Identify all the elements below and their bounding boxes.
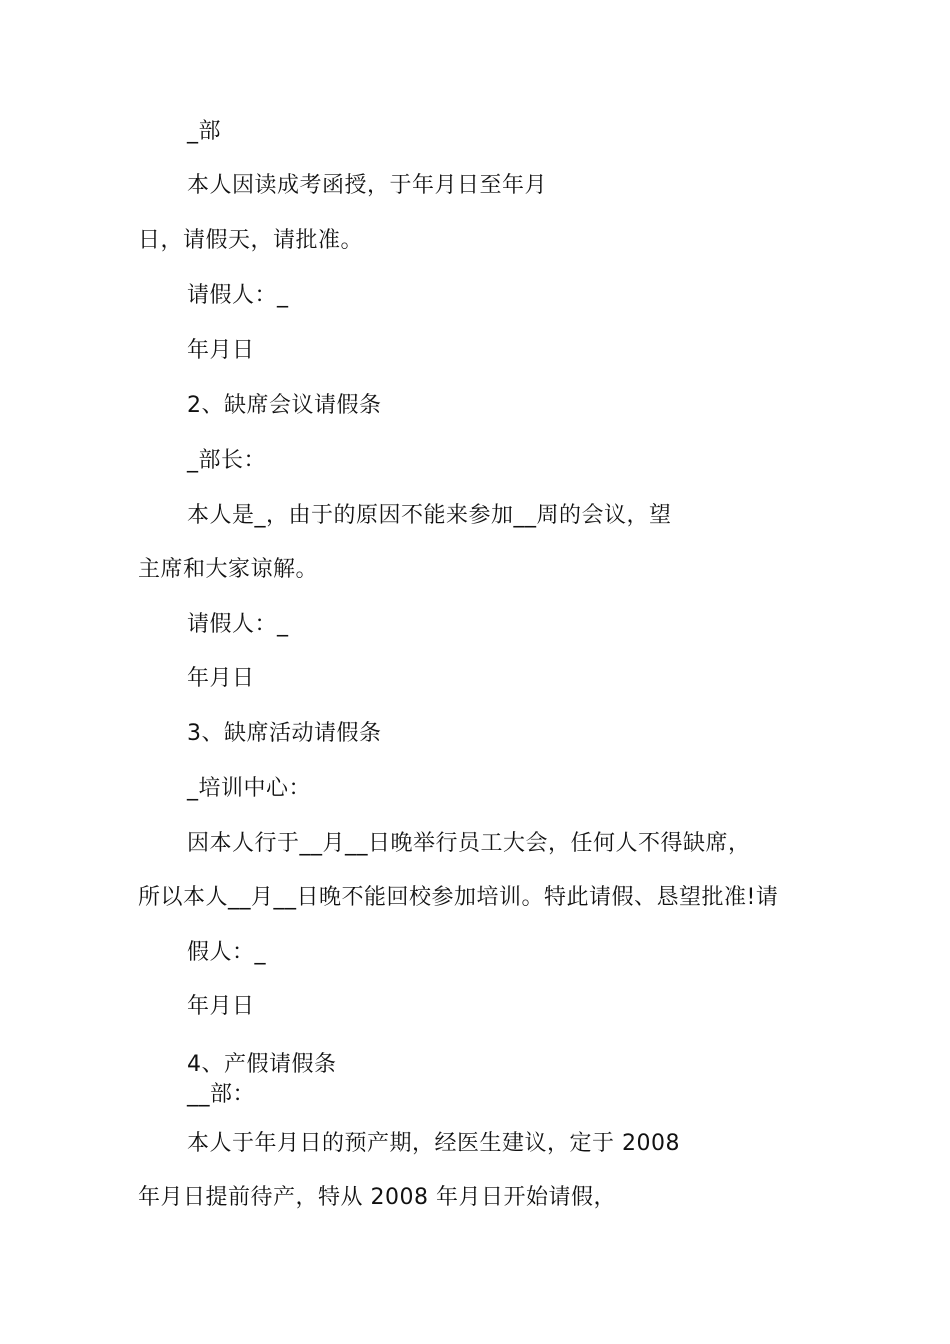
leave-note-1-date: 年月日 [187, 338, 255, 363]
leave-note-1-signature: 请假人：_ [187, 283, 289, 308]
section-heading-3: 3、缺席活动请假条 [187, 721, 382, 746]
leave-note-1-recipient: _部 [187, 119, 222, 144]
leave-note-3-date: 年月日 [187, 994, 255, 1019]
leave-note-2-body-cont: 主席和大家谅解。 [138, 557, 319, 582]
leave-note-4-body-cont: 年月日提前待产，特从 2008 年月日开始请假， [138, 1185, 616, 1210]
leave-note-3-body-cont: 所以本人__月__日晚不能回校参加培训。特此请假、恳望批准!请 [138, 885, 779, 910]
leave-note-3-body: 因本人行于__月__日晚举行员工大会，任何人不得缺席， [187, 831, 751, 856]
leave-note-3-recipient: _培训中心： [187, 776, 312, 801]
leave-note-4-recipient: __部： [187, 1082, 256, 1107]
leave-note-2-body: 本人是_，由于的原因不能来参加__周的会议，望 [187, 503, 672, 528]
leave-note-1-body-cont: 日，请假天，请批准。 [138, 228, 364, 253]
leave-note-4-body: 本人于年月日的预产期，经医生建议，定于 2008 [187, 1131, 680, 1156]
leave-note-2-signature: 请假人：_ [187, 612, 289, 637]
section-heading-4: 4、产假请假条 [187, 1052, 337, 1077]
leave-note-2-date: 年月日 [187, 666, 255, 691]
leave-note-1-body: 本人因读成考函授，于年月日至年月 [187, 173, 548, 198]
leave-note-3-signature: 假人：_ [187, 940, 267, 965]
leave-note-2-recipient: _部长： [187, 448, 267, 473]
section-heading-2: 2、缺席会议请假条 [187, 393, 382, 418]
